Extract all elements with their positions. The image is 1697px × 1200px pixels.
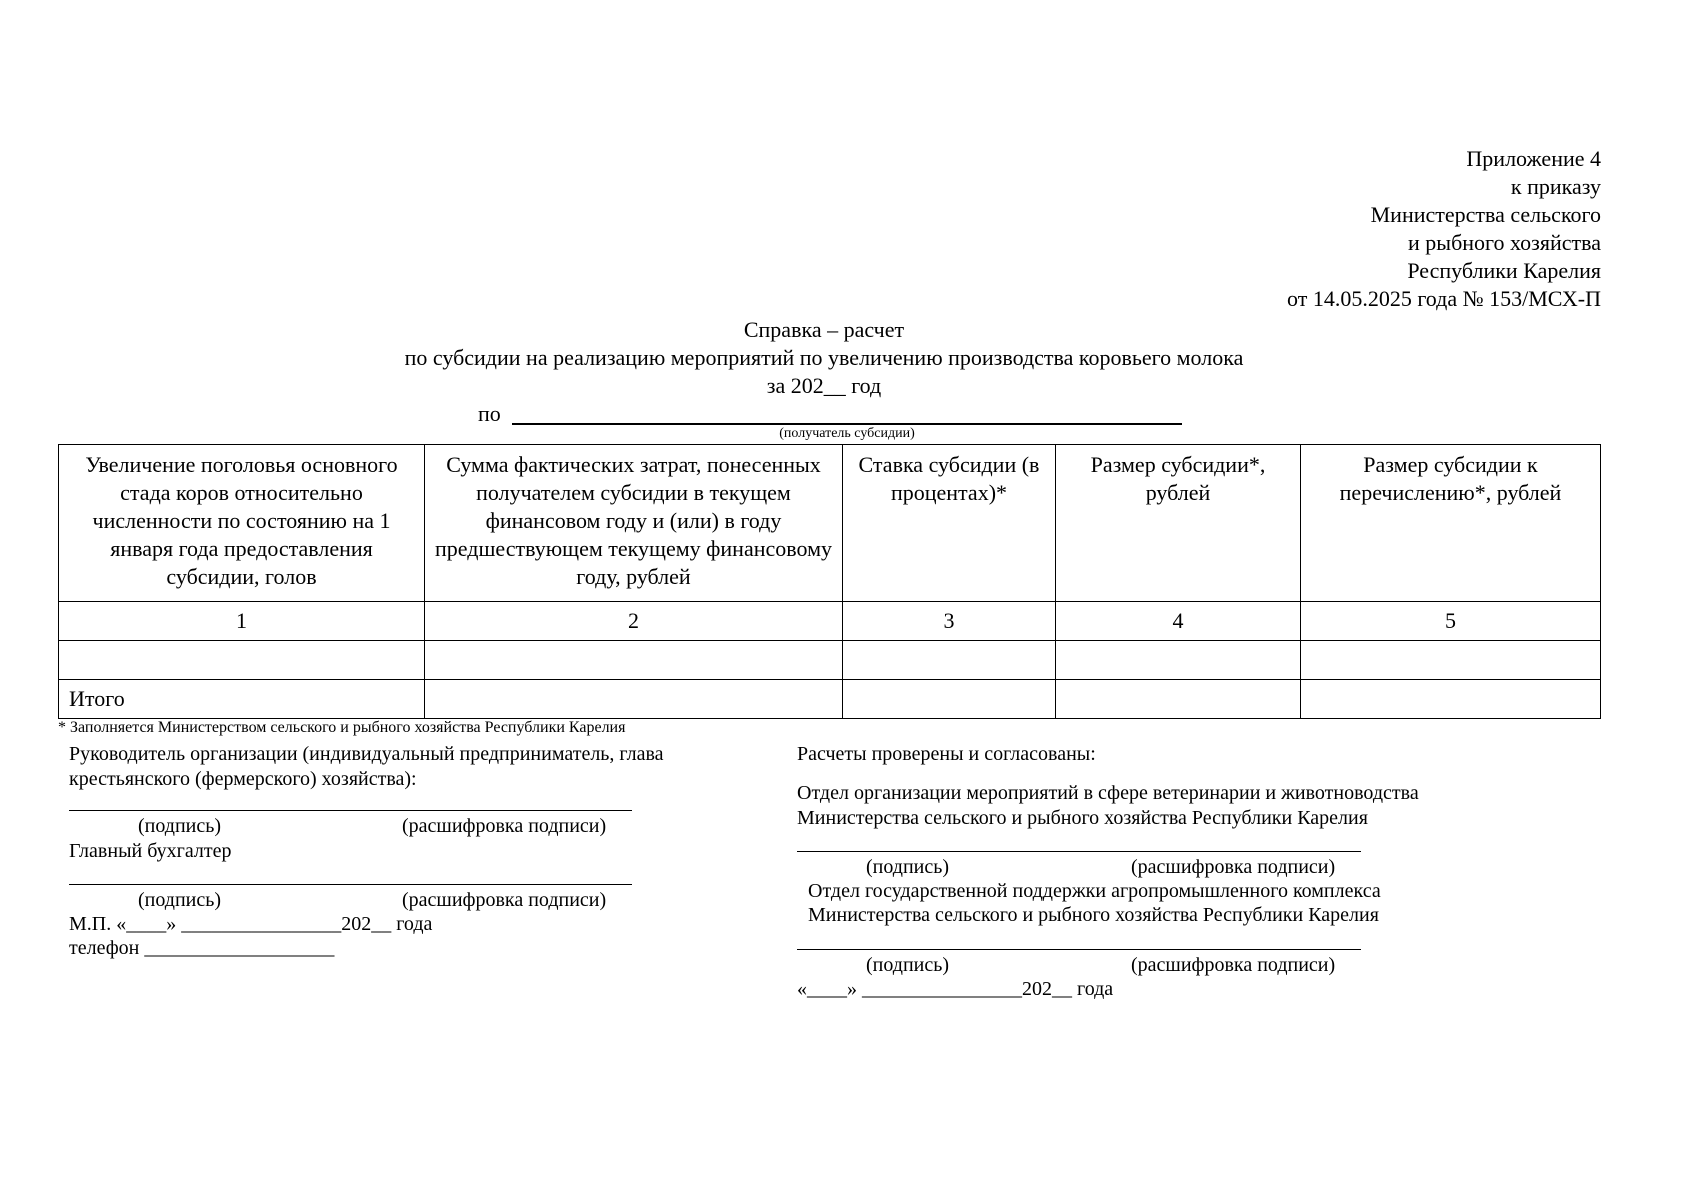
footnote: * Заполняется Министерством сельского и рыбного хозяйства Республики Карелия: [58, 719, 626, 736]
column-number: 5: [1301, 602, 1601, 641]
chief-accountant-label: Главный бухгалтер: [69, 840, 232, 862]
table-number-row: [59, 602, 1601, 641]
document-title: [60, 316, 1588, 400]
title-line-1: Справка – расчет: [743, 317, 905, 342]
column-number: 3: [843, 602, 1056, 641]
table-cell[interactable]: [843, 641, 1056, 680]
annex-line: к приказу: [1510, 174, 1601, 199]
table-cell[interactable]: [425, 641, 843, 680]
signature-caption: (подпись): [866, 954, 950, 976]
annex-line: от 14.05.2025 года № 153/МСХ-П: [1287, 286, 1601, 311]
table-cell[interactable]: [59, 641, 425, 680]
signature-decode-caption: (расшифровка подписи): [402, 815, 607, 837]
stamp-date-line: М.П. «____» ________________202__ года: [69, 913, 433, 935]
column-number: 1: [59, 602, 425, 641]
subsidy-table: [58, 444, 1601, 719]
column-number: 4: [1056, 602, 1301, 641]
department-2-line-1: Отдел государственной поддержки агропромышленного комплекса: [808, 880, 1381, 902]
header-subsidy-rate: Ставка субсидии (в процентах)*: [843, 445, 1056, 602]
header-subsidy-transfer: Размер субсидии к перечислению*, рублей: [1301, 445, 1601, 602]
signature-caption: (подпись): [866, 856, 950, 878]
annex-line: и рыбного хозяйства: [1408, 230, 1601, 255]
signature-line[interactable]: [69, 810, 632, 811]
signature-decode-caption: (расшифровка подписи): [1131, 954, 1336, 976]
head-of-organization-label: Руководитель организации (индивидуальный предприниматель, глава: [69, 743, 664, 765]
annex-line: Республики Карелия: [1407, 258, 1601, 283]
total-label: Итого: [59, 680, 425, 719]
signature-decode-caption: (расшифровка подписи): [1131, 856, 1336, 878]
table-cell[interactable]: [843, 680, 1056, 719]
signature-line[interactable]: [797, 949, 1361, 950]
recipient-prefix: по: [478, 401, 501, 426]
title-line-2: по субсидии на реализацию мероприятий по увеличению производства коровьего молока: [404, 345, 1244, 370]
table-data-row: [59, 641, 1601, 680]
table-header-row: [59, 445, 1601, 602]
table-total-row: [59, 680, 1601, 719]
signature-line[interactable]: [69, 884, 632, 885]
table-cell[interactable]: [1056, 641, 1301, 680]
phone-line: телефон ___________________: [69, 937, 335, 959]
column-number: 2: [425, 602, 843, 641]
department-1-line-2: Министерства сельского и рыбного хозяйства Республики Карелия: [797, 807, 1368, 829]
signature-caption: (подпись): [138, 889, 222, 911]
header-subsidy-amount: Размер субсидии*, рублей: [1056, 445, 1301, 602]
header-actual-costs: Сумма фактических затрат, понесенных получателем субсидии в текущем финансовом году и (или) в году предшествующем текущему финансовому году, рублей: [425, 445, 843, 602]
head-of-organization-label-2: крестьянского (фермерского) хозяйства):: [69, 768, 417, 790]
signature-line[interactable]: [797, 851, 1361, 852]
annex-line: Приложение 4: [1466, 146, 1601, 171]
checked-label: Расчеты проверены и согласованы:: [797, 743, 1096, 765]
recipient-field-line: [512, 423, 1182, 425]
department-1-line-1: Отдел организации мероприятий в сфере ветеринарии и животноводства: [797, 782, 1419, 804]
department-2-line-2: Министерства сельского и рыбного хозяйства Республики Карелия: [808, 904, 1379, 926]
table-cell[interactable]: [1301, 641, 1601, 680]
signature-decode-caption: (расшифровка подписи): [402, 889, 607, 911]
table-cell[interactable]: [1301, 680, 1601, 719]
table-cell[interactable]: [1056, 680, 1301, 719]
approval-date-line: «____» ________________202__ года: [797, 978, 1114, 1000]
table-cell[interactable]: [425, 680, 843, 719]
signature-caption: (подпись): [138, 815, 222, 837]
annex-line: Министерства сельского: [1370, 202, 1601, 227]
recipient-caption: (получатель субсидии): [779, 426, 915, 441]
annex-block: [1287, 145, 1601, 313]
header-herd-increase: Увеличение поголовья основного стада коров относительно численности по состоянию на 1 января года предоставления субсидии, голов: [59, 445, 425, 602]
title-line-3: за 202__ год: [766, 373, 882, 398]
